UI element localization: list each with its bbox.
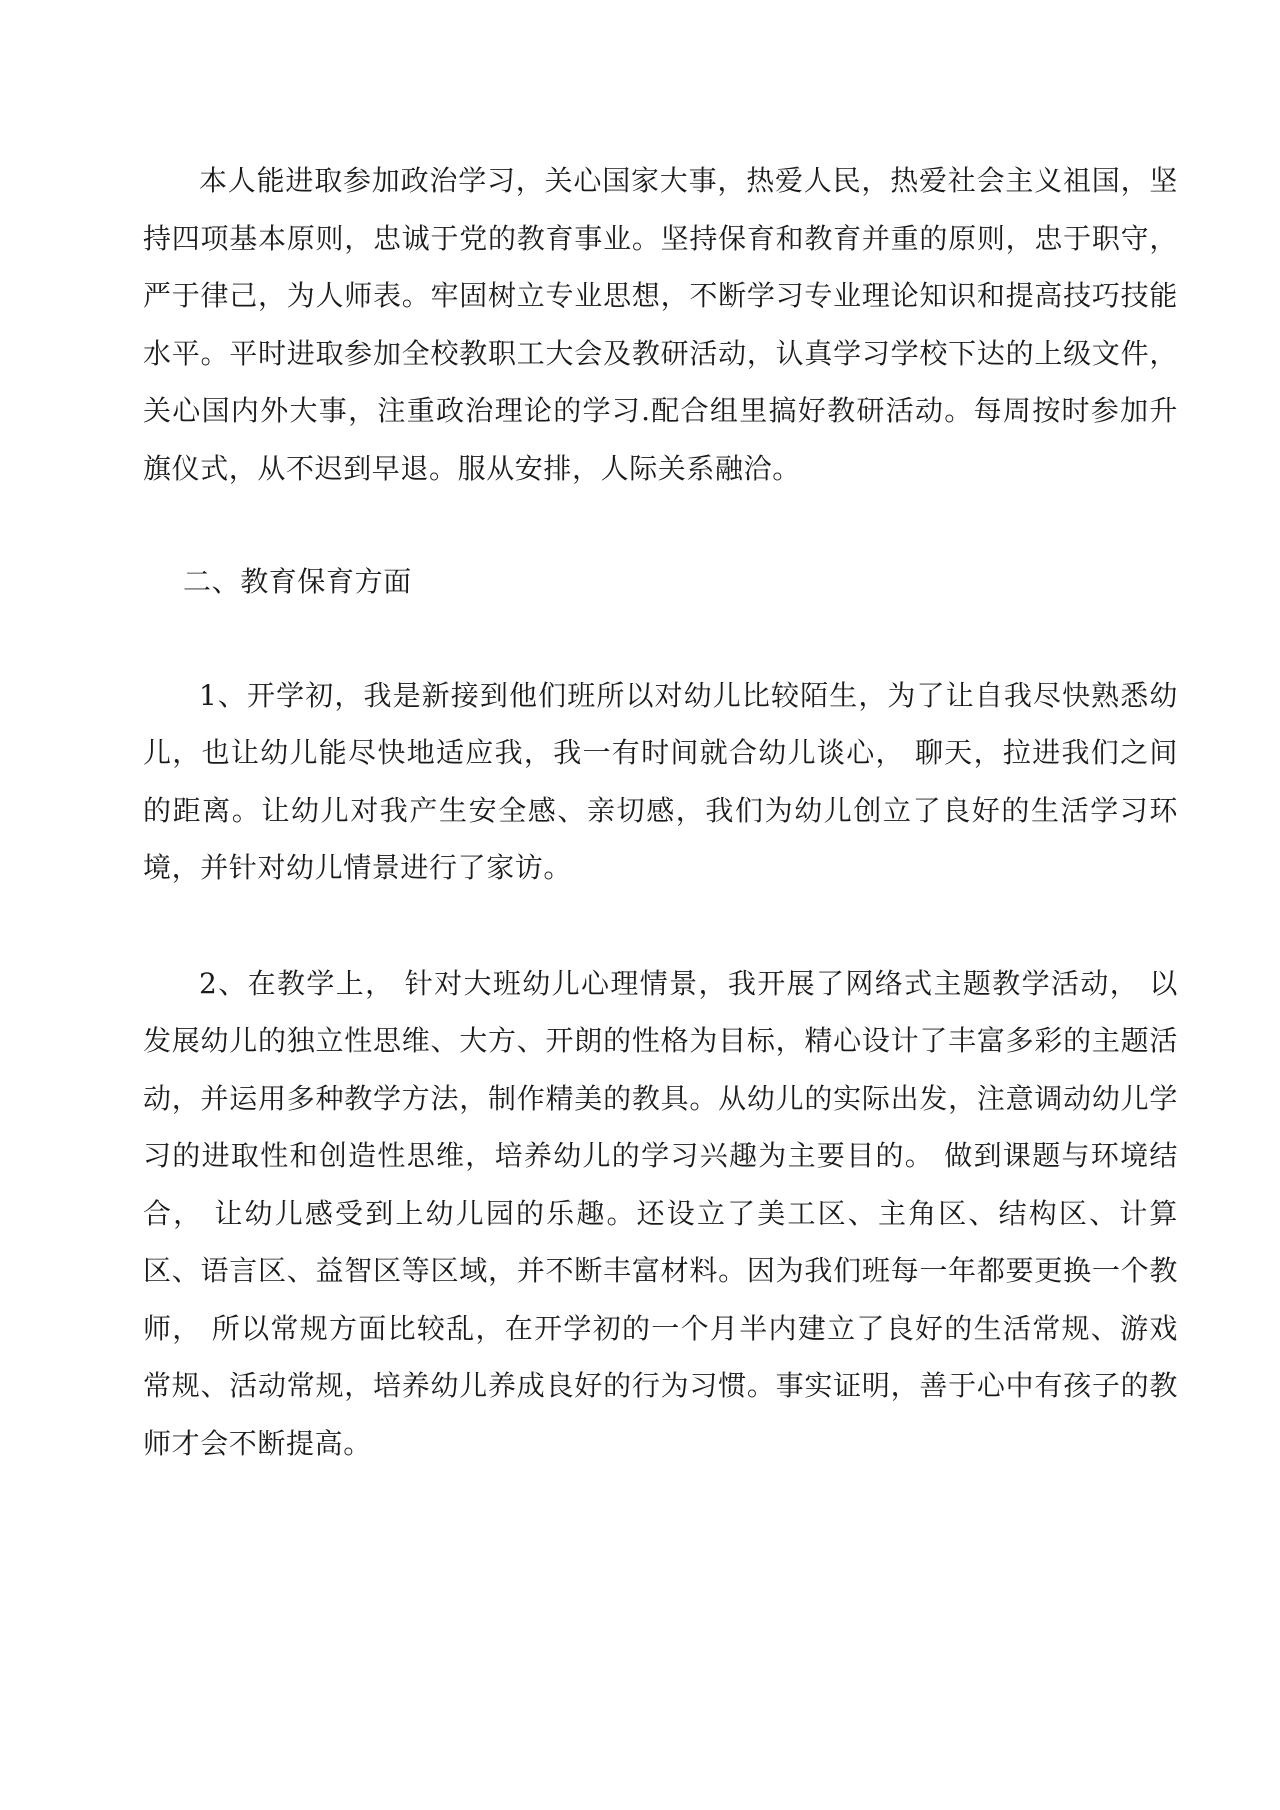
paragraph-spacer: [143, 897, 1178, 955]
section-heading-education: 二、教育保育方面: [183, 565, 412, 598]
paragraph-spacer: [143, 611, 1178, 667]
paragraph-semester-start: 1、开学初，我是新接到他们班所以对幼儿比较陌生，为了让自我尽快熟悉幼儿，也让幼儿能尽快地适应我，我一有时间就合幼儿谈心， 聊天，拉进我们之间的距离。让幼儿对我产生安全感、亲切感，我们为幼儿创立了良好的生活学习环境，并针对幼儿情景进行了家访。: [143, 678, 1178, 884]
paragraph-political-study: 本人能进取参加政治学习，关心国家大事，热爱人民，热爱社会主义祖国，坚持四项基本原则，忠诚于党的教育事业。坚持保育和教育并重的原则，忠于职守，严于律己，为人师表。牢固树立专业思想，不断学习专业理论知识和提高技巧技能水平。平时进取参加全校教职工大会及教研活动，认真学习学校下达的上级文件，关心国内外大事，注重政治理论的学习.配合组里搞好教研活动。每周按时参加升旗仪式，从不迟到早退。服从安排，人际关系融洽。: [143, 164, 1178, 485]
paragraph-teaching: 2、在教学上， 针对大班幼儿心理情景，我开展了网络式主题教学活动， 以发展幼儿的独立性思维、大方、开朗的性格为目标，精心设计了丰富多彩的主题活动，并运用多种教学方法，制作精美的教具。从幼儿的实际出发，注意调动幼儿学习的进取性和创造性思维，培养幼儿的学习兴趣为主要目的。 做到课题与环境结合， 让幼儿感受到上幼儿园的乐趣。还设立了美工区、主角区、结构区、计算区、语言区、益智区等区域，并不断丰富材料。因为我们班每一年都要更换一个教师， 所以常规方面比较乱，在开学初的一个月半内建立了良好的生活常规、游戏常规、活动常规，培养幼儿养成良好的行为习惯。事实证明，善于心中有孩子的教师才会不断提高。: [143, 966, 1178, 1460]
paragraph-spacer: [143, 497, 1178, 553]
document-body: [143, 152, 1178, 1472]
